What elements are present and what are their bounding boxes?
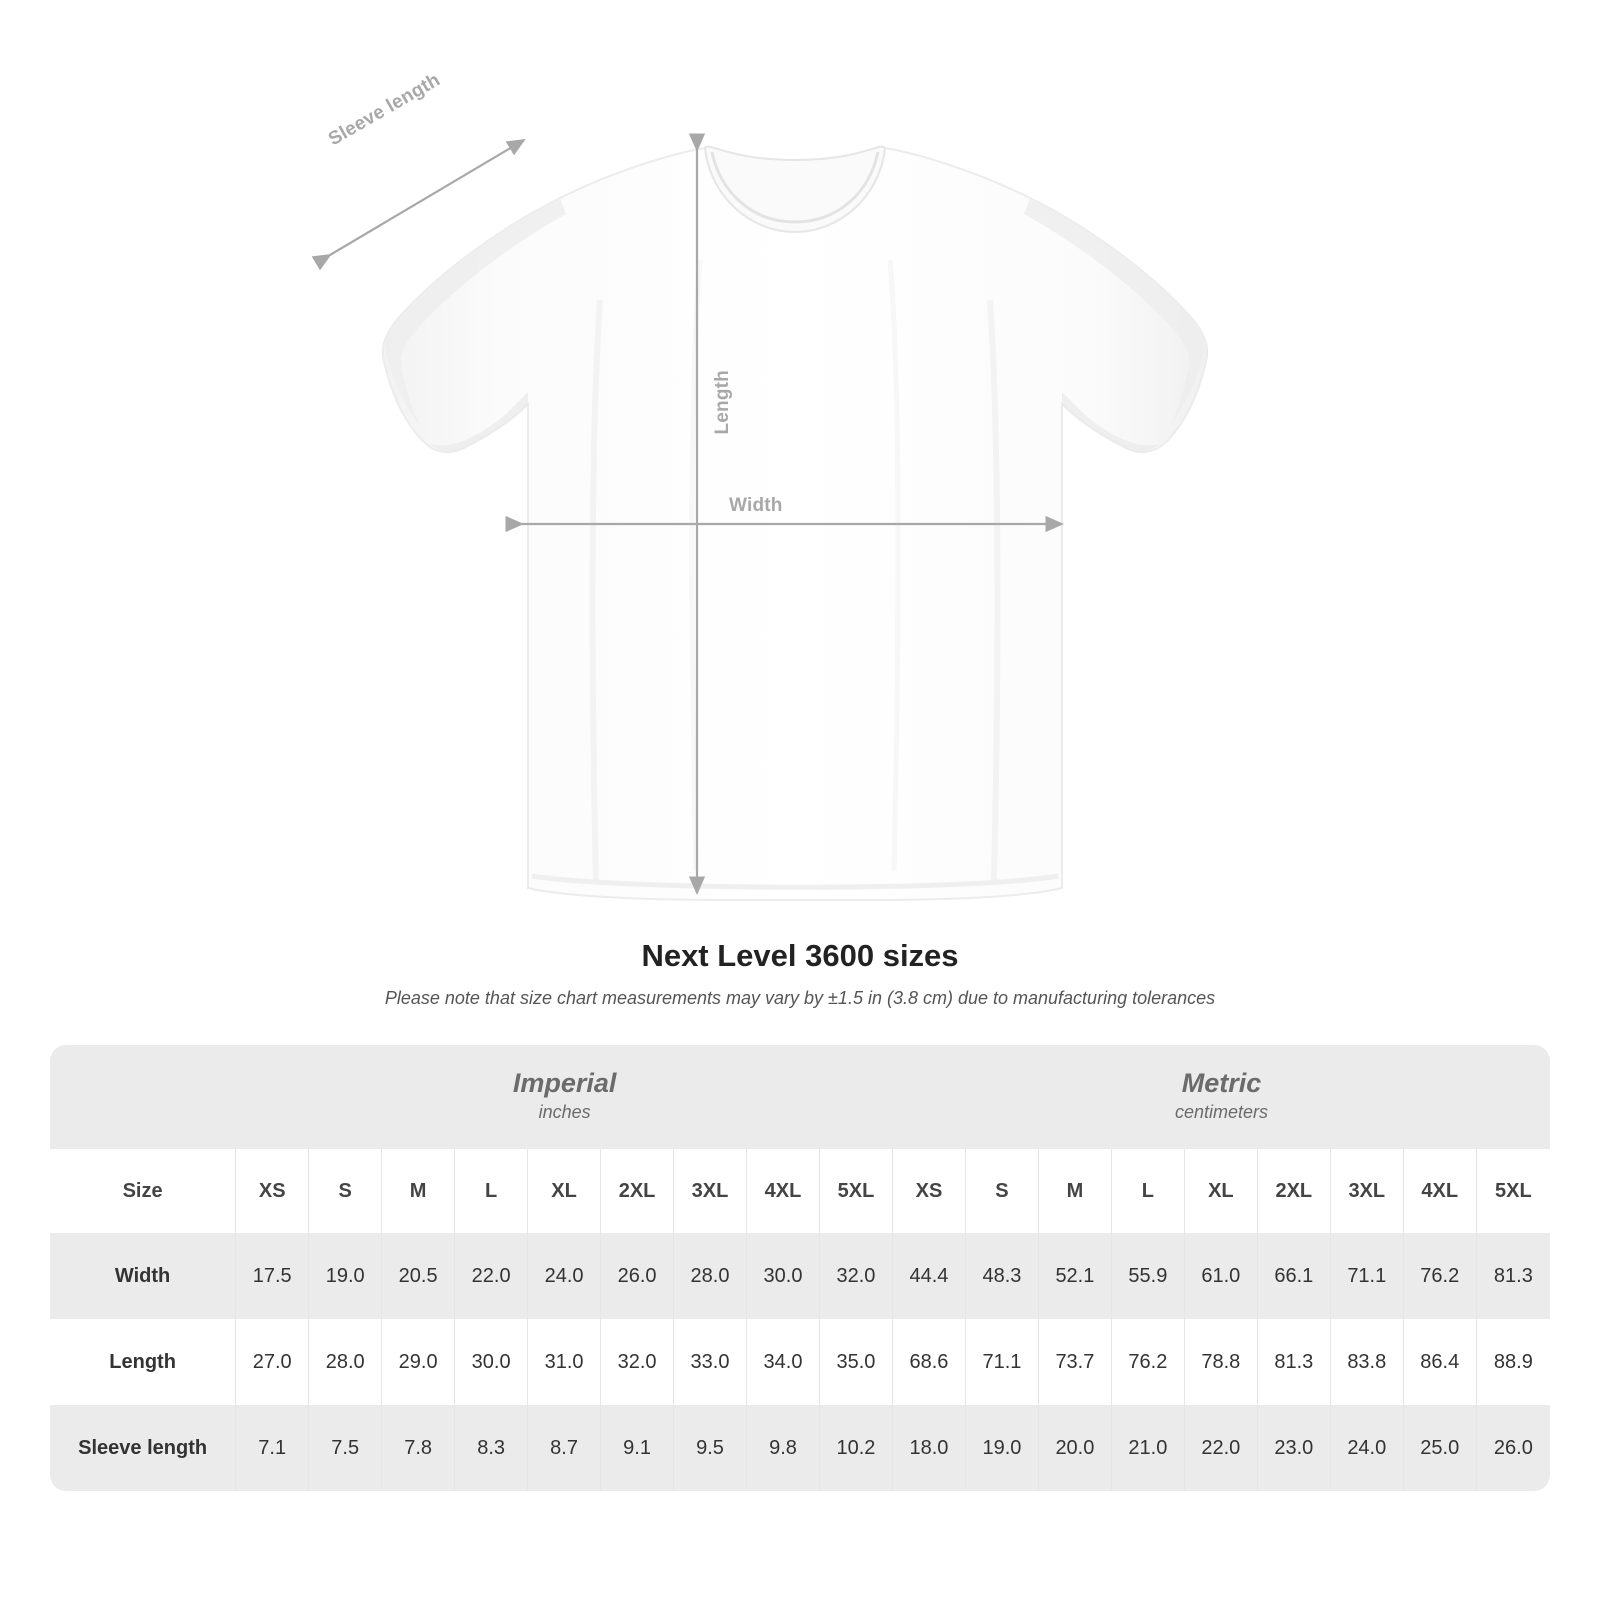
cell: 66.1 (1258, 1233, 1331, 1319)
cell: 30.0 (747, 1233, 820, 1319)
cell: 71.1 (1331, 1233, 1404, 1319)
unit-sub-metric: centimeters (1174, 1102, 1269, 1123)
size-header-cell: XS (893, 1149, 966, 1233)
size-header-cell: XL (528, 1149, 601, 1233)
size-header-row (50, 1149, 1550, 1233)
cell: 8.7 (528, 1405, 601, 1491)
size-header-cell: 3XL (674, 1149, 747, 1233)
size-header-cell: L (455, 1149, 528, 1233)
cell: 71.1 (966, 1319, 1039, 1405)
cell: 21.0 (1112, 1405, 1185, 1491)
cell: 61.0 (1185, 1233, 1258, 1319)
cell: 7.5 (309, 1405, 382, 1491)
cell: 24.0 (1331, 1405, 1404, 1491)
cell: 34.0 (747, 1319, 820, 1405)
size-header-cell: XL (1185, 1149, 1258, 1233)
size-header-cell: 4XL (1404, 1149, 1477, 1233)
cell: 31.0 (528, 1319, 601, 1405)
size-header-cell: 5XL (820, 1149, 893, 1233)
cell: 22.0 (455, 1233, 528, 1319)
size-header-cell: 4XL (747, 1149, 820, 1233)
cell: 26.0 (1477, 1405, 1550, 1491)
cell: 26.0 (601, 1233, 674, 1319)
cell: 81.3 (1477, 1233, 1550, 1319)
cell: 81.3 (1258, 1319, 1331, 1405)
title-block (0, 938, 1600, 1009)
cell: 10.2 (820, 1405, 893, 1491)
cell: 20.5 (382, 1233, 455, 1319)
unit-sub-imperial: inches (538, 1102, 591, 1123)
cell: 33.0 (674, 1319, 747, 1405)
cell: 32.0 (601, 1319, 674, 1405)
cell: 86.4 (1404, 1319, 1477, 1405)
cell: 17.5 (236, 1233, 309, 1319)
cell: 76.2 (1404, 1233, 1477, 1319)
row-label-sleeve-length: Sleeve length (50, 1405, 236, 1491)
size-header-cell: XS (236, 1149, 309, 1233)
cell: 19.0 (309, 1233, 382, 1319)
cell: 48.3 (966, 1233, 1039, 1319)
cell: 9.8 (747, 1405, 820, 1491)
table-row (50, 1319, 1550, 1405)
size-header-cell: 2XL (601, 1149, 674, 1233)
size-header-cell: L (1112, 1149, 1185, 1233)
cell: 20.0 (1039, 1405, 1112, 1491)
cell: 68.6 (893, 1319, 966, 1405)
cell: 44.4 (893, 1233, 966, 1319)
unit-band-row (50, 1045, 1550, 1149)
cell: 73.7 (1039, 1319, 1112, 1405)
cell: 9.1 (601, 1405, 674, 1491)
cell: 55.9 (1112, 1233, 1185, 1319)
cell: 32.0 (820, 1233, 893, 1319)
size-table (50, 1045, 1550, 1491)
unit-band-spacer (50, 1045, 236, 1149)
cell: 28.0 (674, 1233, 747, 1319)
table-row (50, 1233, 1550, 1319)
cell: 30.0 (455, 1319, 528, 1405)
cell: 27.0 (236, 1319, 309, 1405)
unit-band-metric (893, 1045, 1550, 1149)
cell: 22.0 (1185, 1405, 1258, 1491)
cell: 35.0 (820, 1319, 893, 1405)
size-header-cell: S (309, 1149, 382, 1233)
row-label-width: Width (50, 1233, 236, 1319)
width-label: Width (729, 495, 783, 516)
size-table-wrapper (50, 1045, 1550, 1491)
cell: 83.8 (1331, 1319, 1404, 1405)
cell: 18.0 (893, 1405, 966, 1491)
cell: 19.0 (966, 1405, 1039, 1491)
table-row (50, 1405, 1550, 1491)
cell: 23.0 (1258, 1405, 1331, 1491)
cell: 9.5 (674, 1405, 747, 1491)
cell: 29.0 (382, 1319, 455, 1405)
size-header-label: Size (50, 1149, 236, 1233)
size-header-cell: S (966, 1149, 1039, 1233)
page-title: Next Level 3600 sizes (641, 938, 959, 973)
row-label-length: Length (50, 1319, 236, 1405)
cell: 8.3 (455, 1405, 528, 1491)
cell: 78.8 (1185, 1319, 1258, 1405)
unit-band-imperial (236, 1045, 893, 1149)
length-label: Length (712, 370, 733, 435)
cell: 88.9 (1477, 1319, 1550, 1405)
sleeve-length-label: Sleeve length (325, 69, 444, 151)
size-header-cell: 3XL (1331, 1149, 1404, 1233)
cell: 25.0 (1404, 1405, 1477, 1491)
tolerance-note: Please note that size chart measurements may vary by ±1.5 in (3.8 cm) due to manufacturing tolerances (384, 988, 1216, 1008)
size-header-cell: M (382, 1149, 455, 1233)
cell: 24.0 (528, 1233, 601, 1319)
size-header-cell: 5XL (1477, 1149, 1550, 1233)
cell: 28.0 (309, 1319, 382, 1405)
cell: 52.1 (1039, 1233, 1112, 1319)
cell: 76.2 (1112, 1319, 1185, 1405)
cell: 7.1 (236, 1405, 309, 1491)
size-header-cell: M (1039, 1149, 1112, 1233)
cell: 7.8 (382, 1405, 455, 1491)
unit-name-imperial: Imperial (512, 1067, 617, 1098)
size-header-cell: 2XL (1258, 1149, 1331, 1233)
unit-name-metric: Metric (1181, 1067, 1262, 1098)
